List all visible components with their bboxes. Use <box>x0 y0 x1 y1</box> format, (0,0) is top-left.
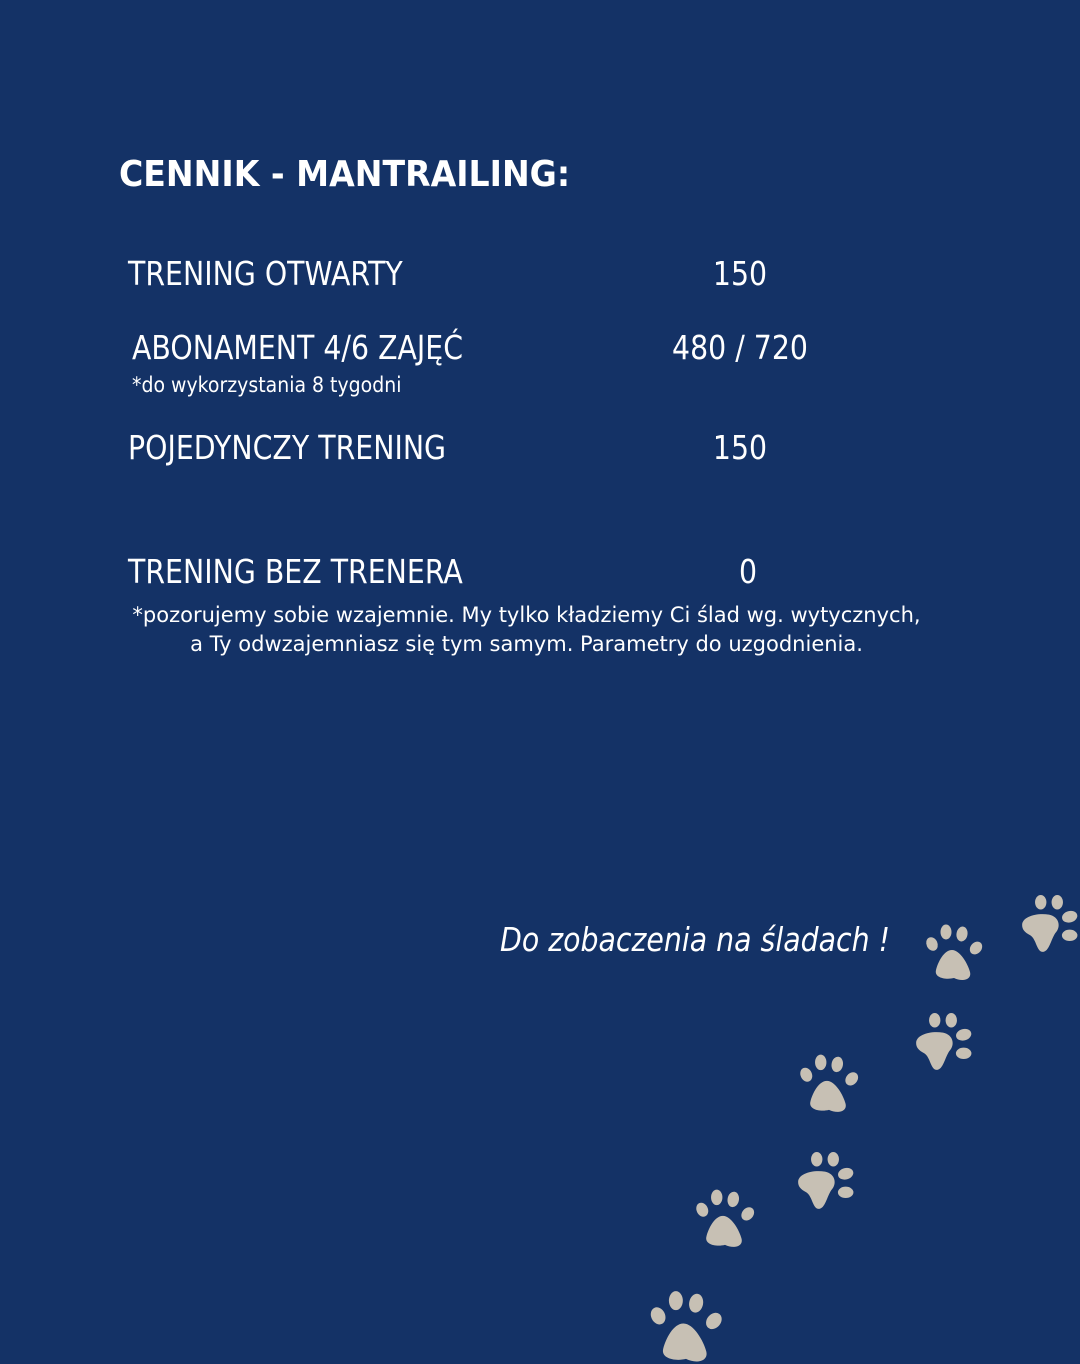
price-row-label-subscription: ABONAMENT 4/6 ZAJĘĆ <box>132 328 464 367</box>
no-trainer-note <box>0 601 1053 659</box>
price-row-value-single-training: 150 <box>712 428 768 467</box>
price-row-value-no-trainer: 0 <box>738 552 758 591</box>
price-row-label-open-training: TRENING OTWARTY <box>128 254 403 293</box>
paw-print-icon <box>794 1151 856 1213</box>
price-row-value-subscription: 480 / 720 <box>672 328 808 367</box>
page-title: CENNIK - MANTRAILING: <box>119 154 571 195</box>
farewell-text: Do zobaczenia na śladach ! <box>500 920 891 959</box>
paw-print-icon <box>924 922 984 982</box>
subscription-note: *do wykorzystania 8 tygodni <box>132 373 402 397</box>
paw-print-icon <box>648 1288 724 1364</box>
price-row-label-no-trainer: TRENING BEZ TRENERA <box>128 552 463 591</box>
price-row-label-single-training: POJEDYNCZY TRENING <box>128 428 447 467</box>
no-trainer-note-line-1: *pozorujemy sobie wzajemnie. My tylko kładziemy Ci ślad wg. wytycznych, <box>132 603 921 627</box>
paw-print-icon <box>1018 894 1080 956</box>
paw-print-icon <box>694 1185 756 1251</box>
paw-print-icon <box>912 1012 974 1074</box>
price-row-value-open-training: 150 <box>712 254 768 293</box>
no-trainer-note-line-2: a Ty odwzajemniasz się tym samym. Parametry do uzgodnienia. <box>190 632 863 656</box>
paw-print-icon <box>798 1052 860 1114</box>
